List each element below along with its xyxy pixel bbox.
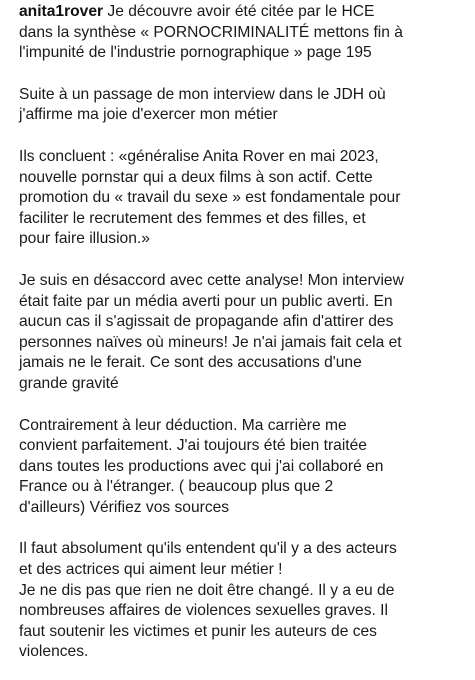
caption-intro-paragraph	[19, 2, 467, 64]
caption-paragraph: Contrairement à leur déduction. Ma carrière me convient parfaitement. J'ai toujours été bien traitée dans toutes les productions avec qui j'ai collaboré en France ou à l'étranger. ( beaucoup plus que 2 d'ailleurs) Vérifiez vos sources	[19, 416, 384, 516]
caption-paragraph: Je ne dis pas que rien ne doit être changé. Il y a eu de nombreuses affaires de violences sexuelles graves. Il faut soutenir les victimes et punir les auteurs de ces violences.	[19, 581, 395, 661]
caption-paragraph: Ils concluent : «généralise Anita Rover en mai 2023, nouvelle pornstar qui a deux films à son actif. Cette promotion du « travail du sexe » est fondamentale pour faciliter le recrutement des femmes et des filles, et pour faire illusion.»	[19, 147, 401, 248]
username-link[interactable]: anita1rover	[19, 3, 104, 20]
caption-intro-text: Je découvre avoir été citée par le HCE dans la synthèse « PORNOCRIMINALITÉ mettons fin à l'impunité de l'industrie pornographique » page 195	[19, 3, 403, 62]
caption-paragraph: Suite à un passage de mon interview dans le JDH où j'affirme ma joie d'exercer mon métier	[19, 85, 386, 124]
caption-paragraph: Il faut absolument qu'ils entendent qu'il y a des acteurs et des actrices qui aiment leur métier !	[19, 540, 397, 579]
caption-paragraph: Je suis en désaccord avec cette analyse! Mon interview était faite par un média averti pour un public averti. En aucun cas il s'agissait de propagande afin d'attirer des personnes naïves où mineurs! Je n'ai jamais fait cela et jamais ne le ferait. Ce sont des accusations d'une grande gravité	[19, 271, 404, 392]
